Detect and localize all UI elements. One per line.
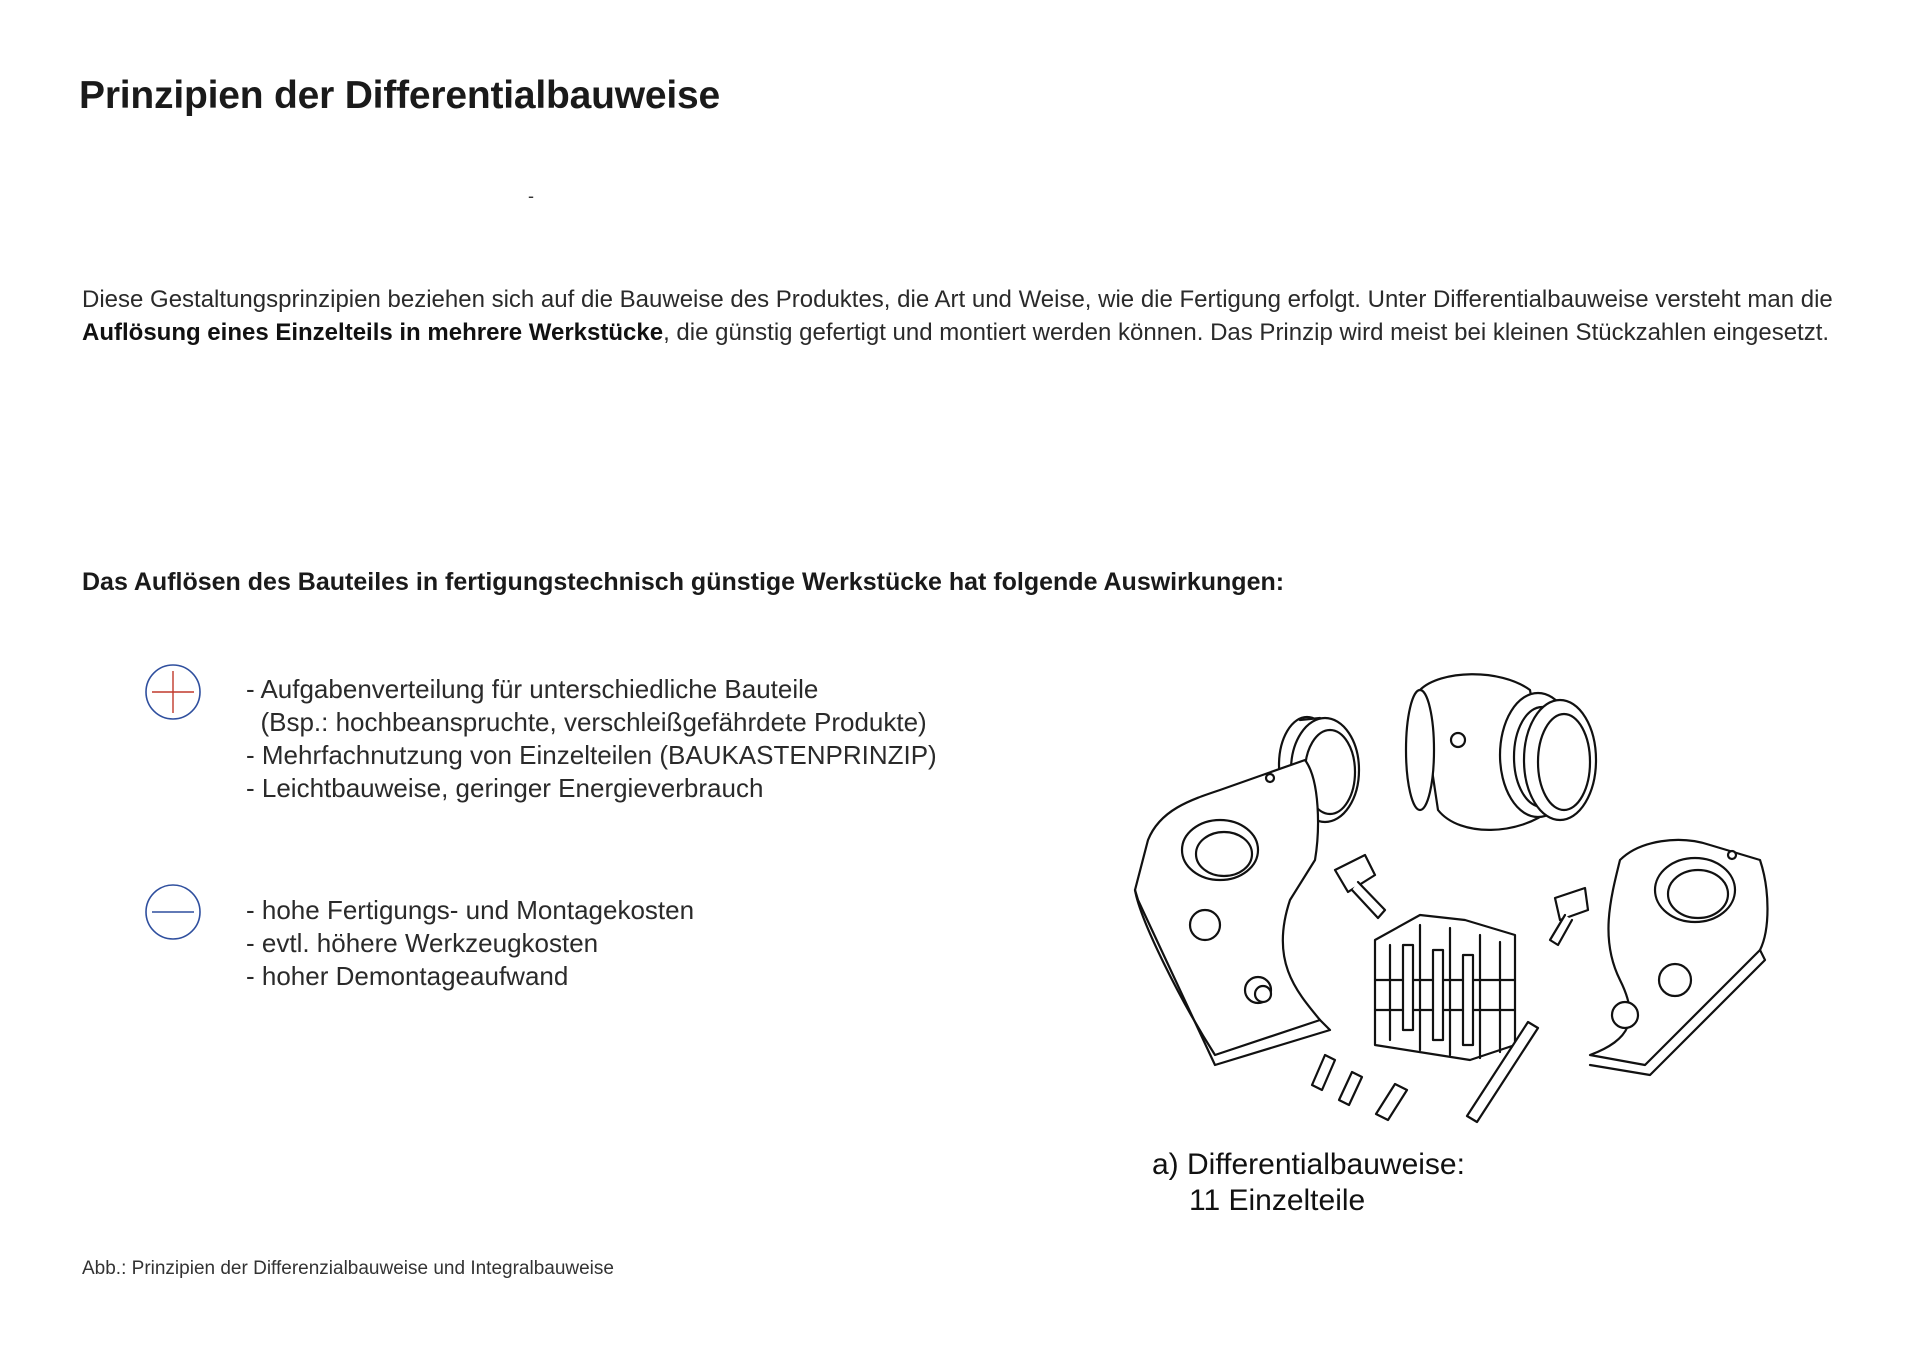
minus-circle-icon — [143, 882, 203, 942]
intro-bold: Auflösung eines Einzelteils in mehrere Werkstücke — [82, 319, 664, 346]
figure-source: Abb.: Prinzipien der Differenzialbauweise und Integralbauweise — [82, 1258, 614, 1279]
pros-list — [246, 673, 937, 805]
list-item: - Leichtbauweise, geringer Energieverbrauch — [246, 773, 764, 803]
intro-text-2: , die günstig gefertigt und montiert werden können. Das Prinzip wird meist bei kleinen Stückzahlen eingesetzt. — [663, 319, 1830, 346]
list-item: - evtl. höhere Werkzeugkosten — [246, 928, 599, 958]
bushing-part — [1406, 674, 1596, 830]
right-screw-part — [1550, 888, 1588, 945]
effects-heading: Das Auflösen des Bauteiles in fertigungstechnisch günstige Werkstücke hat folgende Auswirkungen: — [82, 568, 1285, 596]
page-title: Prinzipien der Differentialbauweise — [79, 74, 720, 117]
exploded-assembly-drawing — [1120, 660, 1770, 1130]
list-item: - Aufgabenverteilung für unterschiedliche Bauteile — [246, 674, 819, 704]
right-plate-part — [1590, 840, 1768, 1075]
intro-paragraph — [82, 283, 1842, 349]
cons-list — [246, 894, 694, 993]
caption-line-1: a) Differentialbauweise: — [1152, 1148, 1465, 1181]
stray-mark: - — [528, 186, 534, 206]
list-item: - hohe Fertigungs- und Montagekosten — [246, 895, 695, 925]
plus-circle-icon — [143, 662, 203, 722]
pin-part-3 — [1376, 1084, 1407, 1120]
pin-part-2 — [1339, 1072, 1362, 1105]
left-screw-part — [1335, 855, 1385, 918]
intro-text-1: Diese Gestaltungsprinzipien beziehen sich auf die Bauweise des Produktes, die Art und Weise, wie die Fertigung erfolgt. Unter Differentialbauweise versteht man die — [82, 286, 1833, 313]
list-item: - Mehrfachnutzung von Einzelteilen (BAUKASTENPRINZIP) — [246, 740, 937, 770]
left-plate-part — [1135, 760, 1330, 1065]
list-item: (Bsp.: hochbeanspruchte, verschleißgefährdete Produkte) — [246, 707, 927, 737]
comb-block-part — [1375, 915, 1515, 1060]
pin-part-1 — [1312, 1055, 1335, 1090]
caption-line-2: 11 Einzelteile — [1189, 1184, 1366, 1217]
list-item: - hoher Demontageaufwand — [246, 961, 569, 991]
figure-caption — [1152, 1147, 1465, 1219]
